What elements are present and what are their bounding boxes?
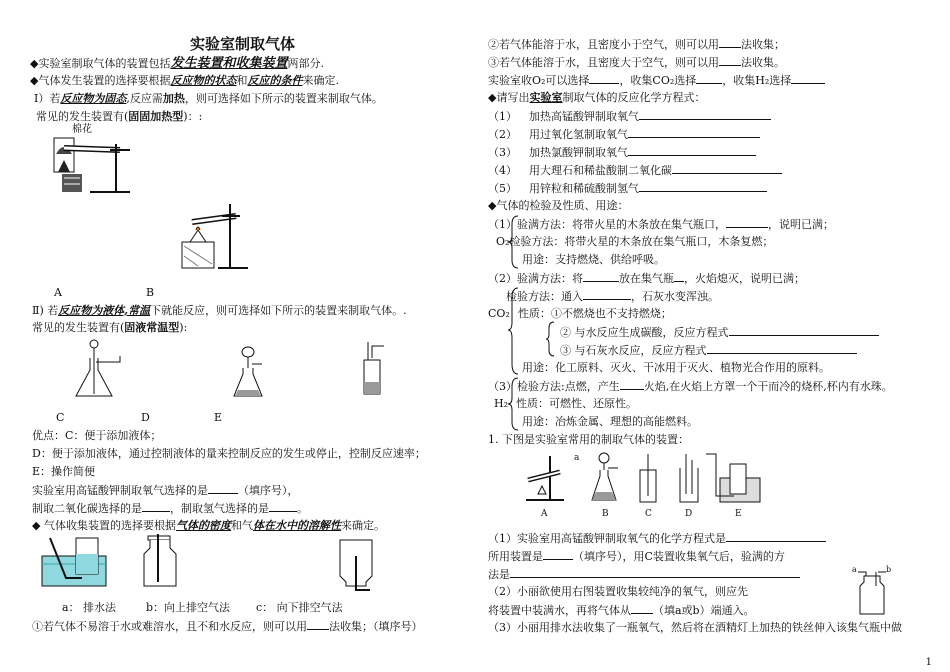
co2-uses: 用途：化工原料、灭火、干冰用于灭火、植物光合作用的原料。 [522,361,830,374]
blank[interactable] [726,530,826,542]
sub-question-3: （3）小丽用排水法收集了一瓶氧气，然后将在酒精灯上加热的铁丝伸入该集气瓶中做 [488,621,902,634]
blank[interactable] [142,500,170,512]
apparatus-label-d: D [685,509,693,519]
page-number: 1 [925,657,932,668]
label-e: E [214,411,223,424]
advantage-e: E：操作简便 [32,465,96,478]
blank[interactable] [719,54,741,66]
co2-property-brace [546,320,556,358]
collection-intro: ◆ 气体收集装置的选择要根据气体的密度和气体在水中的溶解性来确定。 [32,519,385,532]
collection-b-figure [138,532,198,590]
blank[interactable] [696,72,722,84]
label-b: B [146,286,155,299]
equation-1: （1） 加热高锰酸钾制取氧气 [488,108,771,125]
h2-property: H₂ 性质：可燃性、还原性。 [494,397,638,410]
blank[interactable] [628,144,756,156]
sub-question-1: （1）实验室用高锰酸钾制取氧气的化学方程式是 [488,530,826,547]
blank[interactable] [510,566,800,578]
blank[interactable] [620,378,644,390]
sub-question-2: （2）小丽欲使用右图装置收集较纯净的氧气，则应先 [488,585,748,598]
blank[interactable] [589,72,619,84]
apparatus-b-figure [178,200,258,272]
apparatus-label-c: C [645,509,652,519]
apparatus-c-figure [68,338,128,402]
equation-5: （5） 用锌粒和稀硫酸制氢气 [488,180,767,197]
blank[interactable] [307,618,329,630]
blank[interactable] [707,342,857,354]
solid-heating-type: 常见的发生装置有(固固加热型)：: [36,110,203,123]
blank[interactable] [719,36,741,48]
blank[interactable] [208,482,238,494]
advantage-d: D：便于添加液体，通过控制液体的量来控制反应的发生或停止，控制反应速率； [32,447,426,460]
gas-tests-intro: ◆气体的检验及性质、用途： [488,199,629,212]
blank[interactable] [791,72,825,84]
equation-4: （4） 用大理石和稀盐酸制二氧化碳 [488,162,782,179]
sub-question-2b: 将装置中装满水，再将气体从 （填a或b）端通入。 [488,604,755,617]
h2-brace [508,376,520,432]
co2-detect: 检验方法：通入 ，石灰水变浑浊。 [506,290,719,303]
liquid-intro: Ⅱ) 若反应物为液体,常温下就能反应，则可选择如下所示的装置来制取气体。. [32,304,407,317]
blank[interactable] [583,270,619,282]
liquid-type: 常见的发生装置有(固液常温型): [32,321,188,334]
apparatus-label-e: E [735,509,742,519]
question-1-intro: 1. 下图是实验室常用的制取气体的装置： [488,433,689,446]
blank[interactable] [269,500,297,512]
bottle-label-b: b [886,565,892,574]
blank[interactable] [726,216,768,228]
blank[interactable] [639,108,771,120]
collect-question-2: ②若气体能溶于水，且密度小于空气，则可以用 法收集； [488,38,785,51]
bottle-label-a: a [852,565,857,574]
collection-c-figure [330,536,380,592]
page-title: 实验室制取气体 [190,35,296,53]
apparatus-label-a: A [541,509,548,519]
collect-method-b: b：向上排空气法 [146,601,231,614]
question-apparatus-figure [520,450,765,506]
solid-heating-intro: Ⅰ）若反应物为固态,反应需加热，则可选择如下所示的装置来制取气体。 [34,92,383,105]
blank[interactable] [583,288,631,300]
apparatus-e-figure [352,338,392,402]
apparatus-a-figure [50,134,140,196]
h2-uses: 用途：冶炼金属、理想的高能燃料。 [522,415,698,428]
co2-property-2: ② 与水反应生成碳酸，反应方程式 [560,324,879,341]
blank[interactable] [672,162,782,174]
apparatus-d-figure [228,344,268,402]
sub-question-1c: 法是 [488,566,800,583]
intro-line-1: ◆实验室制取气体的装置包括发生装置和收集装置两部分. [30,56,324,71]
question-kmno4: 实验室用高锰酸钾制取氧气选择的是 （填序号）， [32,484,299,497]
collect-choice: 实验室收O₂可以选择 ，收集CO₂选择 ，收集H₂选择 [488,72,825,89]
equations-intro: ◆请写出实验室制取气体的反应化学方程式： [488,91,706,104]
o2-brace [508,214,520,270]
sub-question-1b: 所用装置是 （填序号），用C装置收集氧气后，验满的方 [488,550,785,563]
blank[interactable] [631,602,653,614]
co2-brace [508,286,520,376]
blank[interactable] [729,324,879,336]
label-c: C [56,411,65,424]
equation-3: （3） 加热氯酸钾制取氧气 [488,144,756,161]
collect-question-1: ①若气体不易溶于水或难溶水，且不和水反应，则可以用 法收集；（填序号） [32,620,423,633]
gas-bottle-figure [852,568,892,616]
co2-property-3: ③ 与石灰水反应，反应方程式 [560,342,857,359]
collection-a-figure [36,534,116,590]
advantage-c: 优点：C：便于添加液体； [32,429,162,442]
question-co2-h2: 制取二氧化碳选择的是 ，制取氢气选择的是 。 [32,502,308,515]
blank[interactable] [628,126,760,138]
collect-method-c: c： 向下排空气法 [256,601,343,614]
apparatus-label-b: B [602,509,609,519]
h2-detect: （3）检验方法:点燃，产生 火焰,在火焰上方罩一个干而冷的烧杯,杯内有水珠。 [488,380,893,393]
blank[interactable] [639,180,767,192]
blank[interactable] [674,270,684,282]
co2-full-test: （2）验满方法：将 放在集气瓶 ，火焰熄灭，说明已满； [488,272,805,285]
co2-property-1: CO₂ 性质：①不燃烧也不支持燃烧； [488,307,672,320]
collect-method-a: a： 排水法 [62,601,117,614]
apparatus-label-small-a: a [574,453,580,463]
collect-question-3: ③若气体能溶于水，且密度大于空气，则可以用 法收集。 [488,56,785,69]
cotton-label: 棉花 [72,124,92,135]
intro-line-2: ◆气体发生装置的选择要根据反应物的状态和反应的条件来确定. [30,74,339,87]
o2-full-test: （1）验满方法：将带火星的木条放在集气瓶口， ，说明已满； [488,218,834,231]
label-a: A [54,286,62,299]
equation-2: （2） 用过氧化氢制取氧气 [488,126,760,143]
o2-uses: 用途：支持燃烧、供给呼吸。 [522,253,665,266]
label-d: D [141,411,150,424]
o2-detect: O₂检验方法：将带火星的木条放在集气瓶口，木条复燃； [496,235,774,248]
blank[interactable] [543,548,573,560]
